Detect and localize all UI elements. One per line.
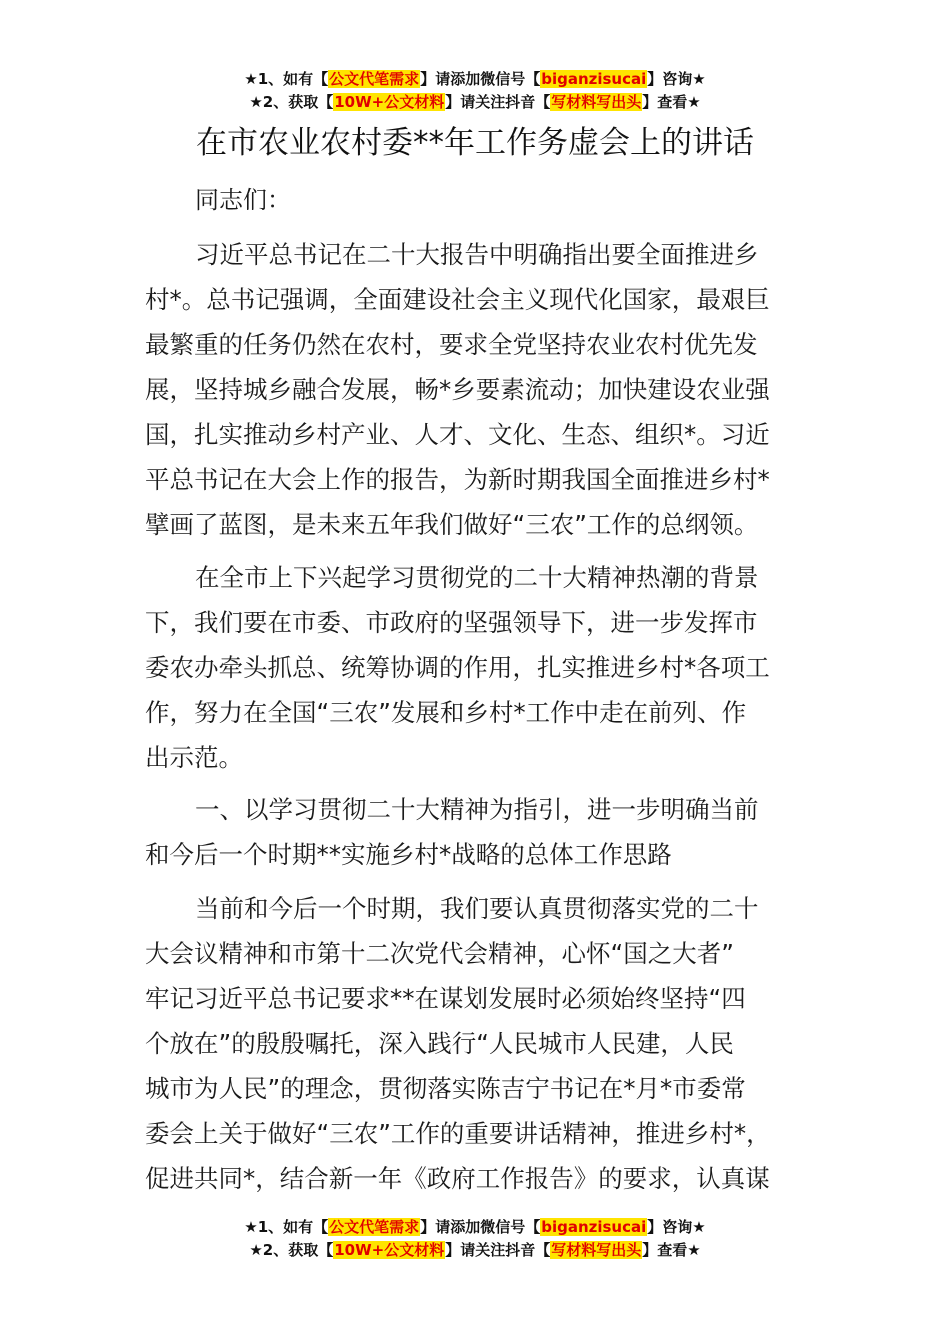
paragraph-line: 城市为人民”的理念，贯彻落实陈吉宁书记在*月*市委常	[145, 1074, 746, 1103]
greeting: 同志们：	[195, 186, 291, 214]
banner-line-1: ★1、如有【公文代笔需求】请添加微信号【biganzisucai】咨询★	[244, 70, 706, 88]
paragraph-4	[145, 886, 815, 1201]
paragraph-2	[145, 555, 815, 780]
paragraph-line: 个放在”的殷殷嘱托，深入践行“人民城市人民建，人民	[145, 1029, 734, 1058]
paragraph-line: 习近平总书记在二十大报告中明确指出要全面推进乡	[195, 240, 759, 269]
paragraph-line: 大会议精神和市第十二次党代会精神，心怀“国之大者”	[145, 939, 734, 968]
paragraph-line: 最繁重的任务仍然在农村，要求全党坚持农业农村优先发	[145, 330, 758, 359]
paragraph-line: 一、以学习贯彻二十大精神为指引，进一步明确当前	[195, 795, 759, 824]
paragraph-line: 在全市上下兴起学习贯彻党的二十大精神热潮的背景	[195, 563, 759, 592]
banner-line-2: ★2、获取【10W+公文材料】请关注抖音【写材料写出头】查看★	[249, 93, 701, 111]
highlight-douyin: 写材料写出头	[551, 1241, 642, 1259]
paragraph-line: 当前和今后一个时期，我们要认真贯彻落实党的二十	[195, 894, 759, 923]
paragraph-line: 下，我们要在市委、市政府的坚强领导下，进一步发挥市	[145, 608, 758, 637]
banner-line-2: ★2、获取【10W+公文材料】请关注抖音【写材料写出头】查看★	[249, 1241, 701, 1259]
banner-line-1: ★1、如有【公文代笔需求】请添加微信号【biganzisucai】咨询★	[244, 1218, 706, 1236]
paragraph-line: 平总书记在大会上作的报告，为新时期我国全面推进乡村*	[145, 465, 770, 494]
paragraph-line: 作，努力在全国“三农”发展和乡村*工作中走在前列、作	[145, 698, 747, 727]
paragraph-line: 出示范。	[145, 743, 243, 772]
paragraph-line: 村*。总书记强调，全面建设社会主义现代化国家，最艰巨	[145, 285, 770, 314]
paragraph-line: 促进共同*，结合新一年《政府工作报告》的要求，认真谋	[145, 1164, 770, 1193]
footer-banner	[0, 1216, 950, 1262]
paragraph-line: 和今后一个时期**实施乡村*战略的总体工作思路	[145, 840, 672, 869]
highlight-service: 公文代笔需求	[329, 70, 420, 88]
paragraph-line: 国，扎实推动乡村产业、人才、文化、生态、组织*。习近	[145, 420, 770, 449]
highlight-douyin: 写材料写出头	[551, 93, 642, 111]
highlight-materials: 10W+公文材料	[334, 93, 445, 111]
highlight-wechat-id: biganzisucai	[541, 1218, 647, 1236]
section-heading-1	[145, 787, 815, 877]
highlight-materials: 10W+公文材料	[334, 1241, 445, 1259]
paragraph-line: 牢记习近平总书记要求**在谋划发展时必须始终坚持“四	[145, 984, 746, 1013]
document-title: 在市农业农村委**年工作务虚会上的讲话	[196, 125, 754, 161]
header-banner	[0, 68, 950, 114]
highlight-service: 公文代笔需求	[329, 1218, 420, 1236]
paragraph-1	[145, 232, 815, 547]
paragraph-line: 委会上关于做好“三农”工作的重要讲话精神，推进乡村*，	[145, 1119, 771, 1148]
paragraph-line: 委农办牵头抓总、统筹协调的作用，扎实推进乡村*各项工	[145, 653, 770, 682]
paragraph-line: 展，坚持城乡融合发展，畅*乡要素流动；加快建设农业强	[145, 375, 770, 404]
paragraph-line: 擘画了蓝图，是未来五年我们做好“三农”工作的总纲领。	[145, 510, 759, 539]
highlight-wechat-id: biganzisucai	[541, 70, 647, 88]
